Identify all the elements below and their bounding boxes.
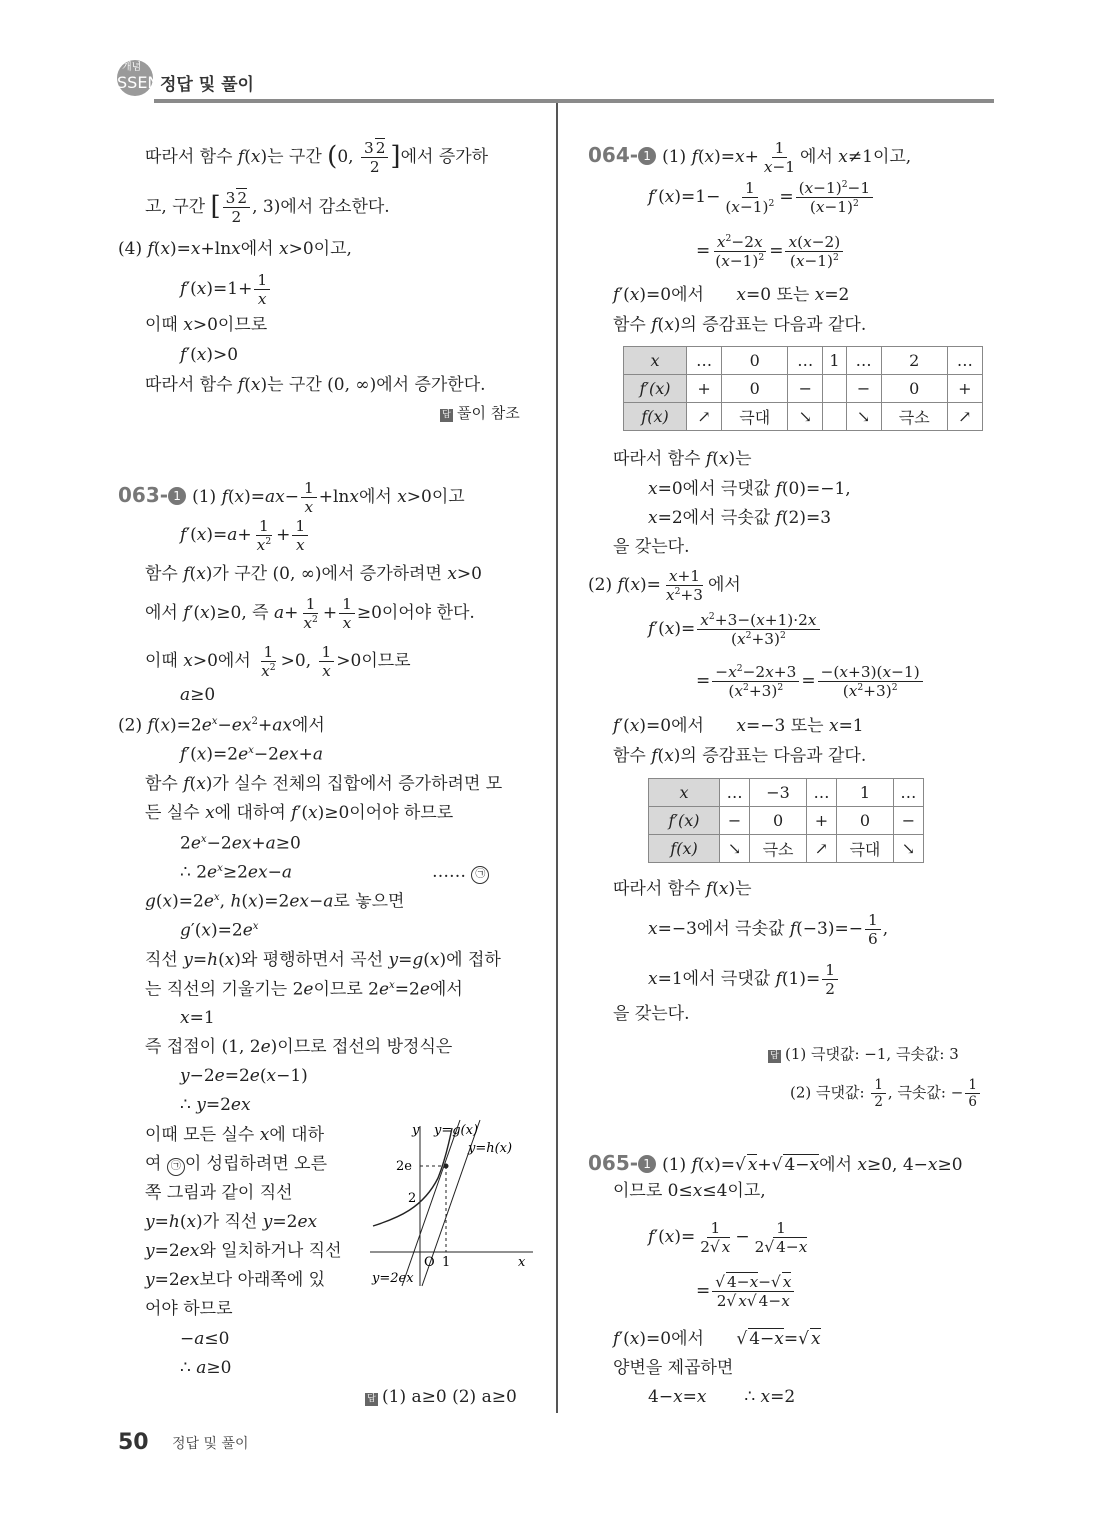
q063-text-4: 함수 f(x)가 실수 전체의 집합에서 증가하려면 모	[145, 774, 503, 794]
left-deriv4: f′(x)=1+ $\frac{1}{x}$	[180, 272, 272, 307]
q063-answer: 답 (1) a≥0 (2) a≥0	[365, 1388, 517, 1408]
q063-wrap-5: y=2ex와 일치하거나 직선	[145, 1241, 342, 1261]
graph-h-label: y=h(x)	[468, 1141, 513, 1156]
q063-wrap-2: 여 ㉠ 이 성립하려면 오른	[145, 1154, 328, 1174]
q063-wrap-1: 이때 모든 실수 x에 대하	[145, 1125, 325, 1145]
q065-deriv-2: = $\frac{√ 4-x-√ x}{2√ x√ 4-x}$	[696, 1274, 796, 1309]
header-badge-bottom: SSEN	[117, 73, 160, 92]
q063-text-1: 함수 f(x)가 구간 (0, ∞)에서 증가하려면 x>0	[145, 564, 482, 584]
q063-x1: x=1	[180, 1008, 215, 1028]
q063-tangent2: ∴ y=2ex	[180, 1095, 251, 1115]
q064-table-2	[648, 778, 924, 863]
graph-tick-2: 2	[408, 1191, 417, 1206]
header-title: 정답 및 풀이	[160, 75, 254, 95]
table-row: x … −3 … 1 …	[649, 779, 924, 807]
q064-part2: (2) f(x)= $\frac{x+1}{x^2+3}$ 에서	[588, 567, 741, 605]
q065-square: 양변을 제곱하면	[613, 1358, 734, 1378]
footer-title: 정답 및 풀이	[172, 1436, 249, 1452]
q064-s5: 따라서 함수 f(x)는	[613, 879, 752, 899]
table-row: f′(x) − 0 + 0 −	[649, 807, 924, 835]
left-fp-pos: f′(x)>0	[180, 345, 239, 365]
table-row: f(x) ↗ 극대 ↘ ↘ 극소 ↗	[624, 403, 983, 431]
q063-text-8: 직선 y=h(x)와 평행하면서 곡선 y=g(x)에 접하	[145, 950, 501, 970]
q063-wrap-6: y=2ex보다 아래쪽에 있	[145, 1270, 326, 1290]
q063-line-1: 063- 1 (1) f(x)=ax− $\frac{1}{x}$ +lnx에서 x>0이고	[118, 479, 465, 517]
table-row: f′(x) + 0 − − 0 +	[624, 375, 983, 403]
q063-part2: (2) $f(x)=2e^x-ex^2+ax$에서	[118, 715, 325, 736]
q064-s7: x=1에서 극댓값 f(1)= $\frac{1}{2}$	[648, 962, 840, 997]
q063-text-3: 이때 x>0에서 $\frac{1}{x^2}$ >0, $\frac{1}{x}$ >0이므로	[145, 643, 411, 681]
graph-y-axis: y	[412, 1123, 420, 1138]
q063-wrap-3: 쪽 그림과 같이 직선	[145, 1183, 293, 1203]
q064-s8: 을 갖는다.	[613, 1004, 690, 1024]
q064-s4: 을 갖는다.	[613, 537, 690, 557]
q063-text-7: $g(x)=2e^x$, h(x)=2ex−a로 놓으면	[145, 891, 405, 912]
q064-table2-intro: 함수 f(x)의 증감표는 다음과 같다.	[613, 746, 867, 766]
left-line-1: 따라서 함수 f(x)는 구간 (0, $\frac{3 2}{2}$ ]에서 증가하	[145, 139, 489, 177]
q064-answer-1: 답 (1) 극댓값: −1, 극솟값: 3	[768, 1046, 959, 1063]
left-inc4: 따라서 함수 f(x)는 구간 (0, ∞)에서 증가한다.	[145, 375, 486, 395]
q064-deriv2-2: = $\frac{-x^2-2x+3}{(x^2+3)^2}$ = $\frac{-(x+3)(x-1)}{(x^2+3)^2}$	[696, 664, 925, 699]
q063-text-10: 즉 접점이 (1, 2e)이므로 접선의 방정식은	[145, 1037, 453, 1057]
q063-ref-mark: …… ㉠	[432, 863, 489, 884]
q063-deriv2: $f'(x)=2e^x-2ex+a$	[180, 744, 324, 765]
answer-ref: 답 풀이 참조	[440, 405, 520, 422]
graph-tick-2e: 2e	[396, 1159, 412, 1174]
q063-deriv: f′(x)=a+ $\frac{1}{x^2}$ + $\frac{1}{x}$	[180, 518, 310, 553]
q064-s1: 따라서 함수 f(x)는	[613, 449, 752, 469]
q064-table-intro: 함수 f(x)의 증감표는 다음과 같다.	[613, 315, 867, 335]
q065-line-2: 이므로 0≤x≤4이고,	[613, 1181, 766, 1201]
graph-origin: O	[424, 1255, 435, 1270]
header-badge-top: 개념	[122, 62, 142, 73]
q064-zero: f′(x)=0에서 x=0 또는 x=2	[613, 285, 850, 305]
graph-g-label: y=g(x)	[434, 1123, 479, 1138]
q064-s3: x=2에서 극솟값 f(2)=3	[648, 508, 832, 528]
q064-deriv-2: = $\frac{x^2-2x}{(x-1)^2}$ = $\frac{x(x-2)}{(x-1)^2}$	[696, 234, 845, 269]
q065-result: 4−x=x ∴ x=2	[648, 1387, 796, 1407]
q064-answer-2: (2) 극댓값: $\frac{1}{2}$ , 극솟값: − $\frac{1}{6}$	[790, 1078, 982, 1109]
q063-neg-a: −a≤0	[180, 1329, 230, 1349]
page-number: 50	[118, 1430, 149, 1455]
table-row: x … 0 … 1 … 2 …	[624, 347, 983, 375]
q063-wrap-7: 어야 하므로	[145, 1299, 233, 1319]
q063-a-ge: a≥0	[180, 685, 216, 705]
q063-text-2: 에서 f′(x)≥0, 즉 a+ $\frac{1}{x^2}$ + $\frac{1}{x}$ ≥0이어야 한다.	[145, 595, 475, 633]
q063-text-5: 든 실수 x에 대하여 f′(x)≥0이어야 하므로	[145, 803, 454, 823]
q063-ineq2: ∴ $2e^x\ge 2ex-a$	[180, 862, 292, 883]
q063-text-9: 는 직선의 기울기는 2e이므로 $2e^x=2e$에서	[145, 979, 463, 1000]
q064-zero2: f′(x)=0에서 x=−3 또는 x=1	[613, 716, 864, 736]
table-row: f(x) ↘ 극소 ↗ 극대 ↘	[649, 835, 924, 863]
q063-ineq1: $2e^x-2ex+a\ge 0$	[180, 833, 301, 854]
q065-zero: f′(x)=0에서 √ 4−x=√ x	[613, 1329, 821, 1349]
q064-s2: x=0에서 극댓값 f(0)=−1,	[648, 479, 851, 499]
q063-a-ge2: ∴ a≥0	[180, 1358, 232, 1378]
q065-deriv-1: f′(x)= $\frac{1}{2√ x}$ − $\frac{1}{2√ 4-x}$	[648, 1219, 808, 1257]
graph-tick-1: 1	[442, 1255, 451, 1270]
header-rule	[154, 99, 994, 103]
q064-deriv2-1: f′(x)= $\frac{x^2+3-(x+1)\cdot 2x}{(x^2+3)^2}$	[648, 612, 822, 647]
graph-x-axis: x	[518, 1255, 526, 1270]
q063-gp: $g'(x)=2e^x$	[180, 920, 259, 941]
q064-line-1: 064- 1 (1) f(x)=x+ $\frac{1}{x-1}$ 에서 x≠1이고,	[588, 139, 912, 177]
q064-deriv-1: f′(x)=1− $\frac{1}{(x-1)^2}$ = $\frac{(x-1)^2-1}{(x-1)^2}$	[648, 180, 875, 215]
q063-wrap-4: y=h(x)가 직선 y=2ex	[145, 1212, 318, 1232]
q063-tangent: y−2e=2e(x−1)	[180, 1066, 308, 1086]
q065-line-1: 065- 1 (1) f(x)=√ x+√ 4−x에서 x≥0, 4−x≥0	[588, 1151, 963, 1175]
graph-line-label: y=2ex	[372, 1271, 414, 1286]
q064-s6: x=−3에서 극솟값 f(−3)=− $\frac{1}{6}$ ,	[648, 911, 889, 949]
column-divider	[556, 103, 558, 1413]
left-part4: (4) f(x)=x+lnx에서 x>0이고,	[118, 239, 352, 259]
left-then4: 이때 x>0이므로	[145, 315, 268, 335]
left-line-2: 고, 구간 [ $\frac{3 2}{2}$ , 3)에서 감소한다.	[145, 189, 390, 227]
tangent-graph	[368, 1118, 538, 1288]
q064-table	[623, 346, 983, 431]
